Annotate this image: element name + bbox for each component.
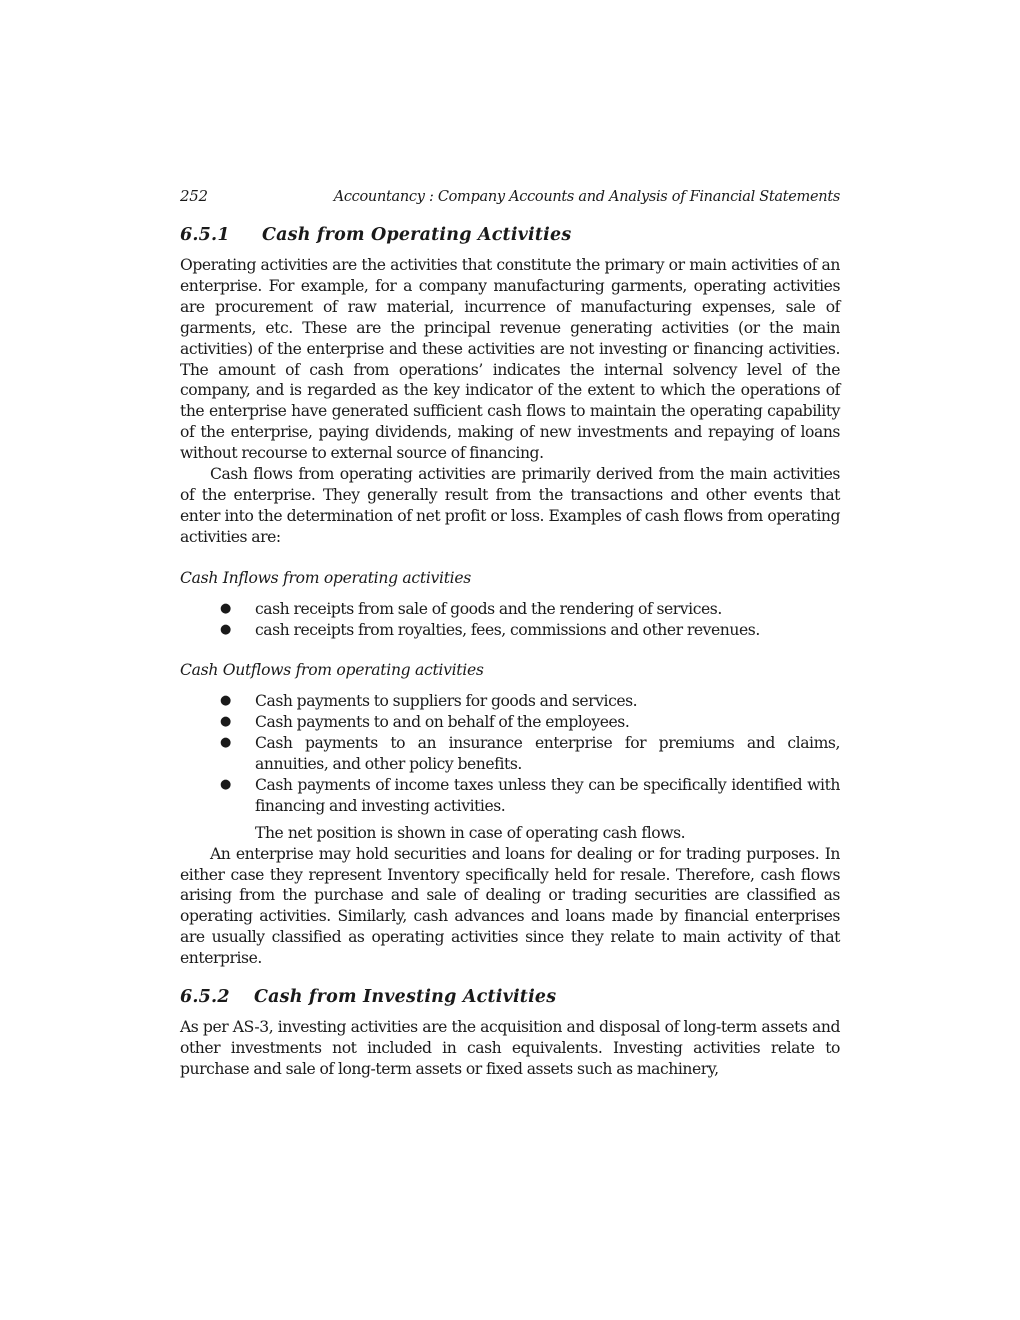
document-page [180,187,840,1080]
bullet-icon: ● [220,600,231,616]
list-item: ● Cash payments to suppliers for goods and services. [220,692,638,711]
outflows-heading: Cash Outflows from operating activities [180,661,484,680]
list-item: ● Cash payments of income taxes unless they can be specifically identified with financing and investing activities. [220,775,840,815]
paragraph-operating-derivation: Cash flows from operating activities are primarily derived from the main activities of the enterprise. They generally result from the transactions and other events that enter into the determination of net profit or loss. Examples of cash flows from operating activities are: [180,465,840,546]
bullet-icon: ● [220,735,231,751]
bullet-icon: ● [220,776,231,792]
list-item: ● cash receipts from royalties, fees, commissions and other revenues. [220,620,760,639]
bullet-icon: ● [220,621,231,637]
list-item: ● Cash payments to and on behalf of the employees. [220,713,630,732]
list-item: ● cash receipts from sale of goods and the rendering of services. [220,599,722,618]
outflows-list [180,691,840,816]
paragraph-operating-definition: Operating activities are the activities that constitute the primary or main activities of an enterprise. For example, for a company manufacturing garments, operating activities are procurement of raw material, incurrence of manufacturing expenses, sale of garments, etc. These are the principal revenue generating activities (or the main activities) of the enterprise and these activities are not investing or financing activities. The amount of cash from operations’ indicates the internal solvency level of the company, and is regarded as the key indicator of the extent to which the operations of the enterprise have generated sufficient cash flows to maintain the operating capability of the enterprise, paying dividends, making of new investments and repaying of loans without recourse to external source of financing. [180,256,840,463]
section-title: Cash from Investing Activities [254,987,557,1008]
net-position-note: The net position is shown in case of operating cash flows. [255,823,686,842]
paragraph-investing-definition: As per AS-3, investing activities are the acquisition and disposal of long-term assets and other investments not included in cash equivalents. Investing activities relate to purchase and sale of long-term assets or fixed assets such as machinery, [180,1018,840,1078]
book-title: Accountancy : Company Accounts and Analysis of Financial Statements [333,189,840,205]
section-number: 6.5.1 [180,225,230,245]
bullet-icon: ● [220,693,231,709]
section-heading-652 [180,987,840,1007]
inflows-list [180,599,840,641]
section-heading-651 [180,225,840,245]
running-header [180,187,840,211]
paragraph-trading-securities: An enterprise may hold securities and loans for dealing or for trading purposes. In either case they represent Inventory specifically held for resale. Therefore, cash flows arising from the purchase and sale of dealing or trading securities are classified as operating activities. Similarly, cash advances and loans made by financial enterprises are usually classified as operating activities since they relate to main activity of that enterprise. [180,844,840,968]
inflows-heading: Cash Inflows from operating activities [180,568,471,587]
list-item: ● Cash payments to an insurance enterprise for premiums and claims, annuities, and other policy benefits. [220,734,840,774]
bullet-icon: ● [220,714,231,730]
section-number: 6.5.2 [180,987,230,1008]
page-number: 252 [180,187,208,205]
section-title: Cash from Operating Activities [262,225,572,245]
